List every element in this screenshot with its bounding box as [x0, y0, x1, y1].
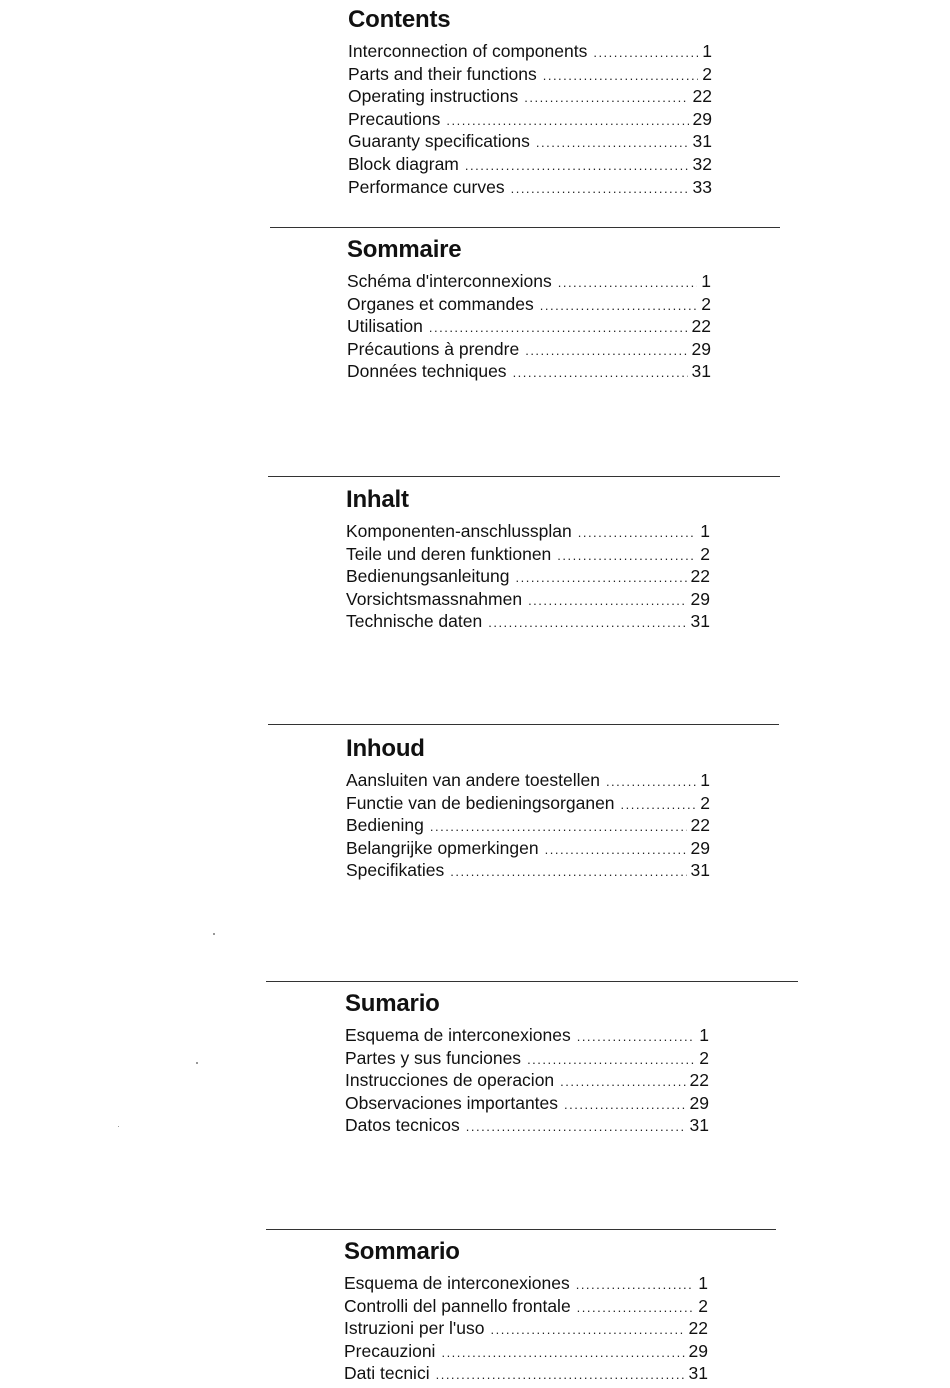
leader-dots	[466, 1116, 686, 1139]
toc-entry	[347, 293, 711, 316]
leader-dots	[593, 42, 698, 65]
toc-entry	[345, 1047, 709, 1070]
toc-entry-page: 29	[690, 837, 710, 858]
toc-entry-label: Parts and their functions	[348, 63, 537, 84]
toc-entry-page: 33	[692, 176, 712, 197]
toc-entry-page: 31	[690, 860, 710, 881]
section-heading: Contents	[348, 6, 451, 33]
toc-entry-page: 29	[688, 1340, 708, 1361]
leader-dots	[540, 295, 698, 318]
toc-entry-label: Block diagram	[348, 153, 459, 174]
toc-entry-page: 1	[698, 1273, 708, 1293]
toc-entry-page: 22	[692, 86, 712, 107]
section-heading: Sumario	[345, 990, 440, 1017]
toc-entry-label: Datos tecnicos	[345, 1115, 460, 1136]
toc-entry	[347, 360, 711, 383]
toc-list	[344, 1272, 708, 1385]
toc-entry-label: Bedienungsanleitung	[346, 566, 510, 587]
toc-entry-page: 32	[692, 153, 712, 174]
toc-list	[347, 270, 711, 383]
section-heading: Inhoud	[346, 735, 425, 762]
toc-entry-label: Partes y sus funciones	[345, 1047, 522, 1068]
toc-entry	[345, 1024, 709, 1047]
toc-entry-page: 1	[701, 271, 711, 291]
leader-dots	[527, 1049, 695, 1072]
toc-entry	[344, 1340, 708, 1363]
toc-entry-page: 31	[691, 361, 711, 382]
toc-entry	[348, 176, 712, 199]
toc-entry-page: 2	[701, 293, 711, 314]
toc-entry-page: 31	[690, 611, 710, 632]
toc-entry-page: 22	[689, 1070, 709, 1091]
toc-entry	[346, 859, 710, 882]
toc-entry-label: Interconnection of components	[348, 41, 588, 61]
toc-entry-label: Performance curves	[348, 176, 505, 197]
leader-dots	[429, 317, 688, 340]
toc-list	[345, 1024, 709, 1137]
leader-dots	[564, 1094, 686, 1117]
leader-dots	[621, 794, 697, 817]
toc-entry-label: Teile und deren funktionen	[346, 543, 552, 564]
toc-entry	[346, 769, 710, 792]
toc-entry-page: 29	[689, 1092, 709, 1113]
section-divider	[270, 227, 780, 228]
leader-dots	[557, 545, 696, 568]
toc-entry-page: 22	[691, 316, 711, 337]
leader-dots	[446, 110, 688, 133]
leader-dots	[558, 272, 698, 295]
toc-entry	[344, 1317, 708, 1340]
toc-entry	[346, 610, 710, 633]
toc-entry	[346, 520, 710, 543]
leader-dots	[545, 839, 687, 862]
toc-section-english	[348, 6, 712, 198]
toc-entry	[346, 565, 710, 588]
toc-section-italian	[344, 1238, 708, 1385]
toc-entry	[344, 1362, 708, 1385]
toc-section-dutch	[346, 735, 710, 882]
toc-entry-label: Precautions	[348, 108, 441, 129]
toc-entry	[348, 85, 712, 108]
toc-entry-page: 22	[690, 566, 710, 587]
toc-entry-page: 1	[700, 521, 710, 541]
toc-entry-label: Précautions à prendre	[347, 338, 520, 359]
toc-entry-label: Operating instructions	[348, 86, 519, 107]
toc-entry-label: Technische daten	[346, 611, 483, 632]
toc-entry	[344, 1272, 708, 1295]
toc-entry-label: Belangrijke opmerkingen	[346, 837, 539, 858]
leader-dots	[513, 362, 688, 385]
leader-dots	[511, 178, 689, 201]
toc-entry	[346, 837, 710, 860]
leader-dots	[491, 1319, 685, 1342]
toc-entry	[348, 40, 712, 63]
toc-entry	[347, 315, 711, 338]
leader-dots	[536, 132, 689, 155]
toc-entry-page: 2	[702, 63, 712, 84]
toc-entry	[345, 1114, 709, 1137]
toc-entry-label: Schéma d'interconnexions	[347, 271, 552, 291]
leader-dots	[441, 1342, 684, 1365]
toc-entry-label: Observaciones importantes	[345, 1092, 559, 1113]
toc-entry-page: 22	[690, 815, 710, 836]
leader-dots	[528, 590, 686, 613]
section-heading: Inhalt	[346, 486, 409, 513]
toc-entry	[344, 1295, 708, 1318]
toc-entry	[348, 108, 712, 131]
leader-dots	[450, 861, 686, 884]
section-divider	[266, 981, 798, 982]
toc-entry	[347, 338, 711, 361]
toc-entry	[347, 270, 711, 293]
toc-entry-label: Données techniques	[347, 361, 507, 382]
section-divider	[266, 1229, 776, 1230]
section-divider	[268, 476, 780, 477]
toc-entry-page: 2	[700, 792, 710, 813]
toc-entry-label: Organes et commandes	[347, 293, 534, 314]
toc-entry-page: 29	[692, 108, 712, 129]
toc-entry-page: 31	[688, 1363, 708, 1384]
toc-entry-page: 31	[692, 131, 712, 152]
toc-entry	[348, 130, 712, 153]
toc-entry-label: Guaranty specifications	[348, 131, 530, 152]
toc-entry-page: 29	[690, 588, 710, 609]
toc-entry-page: 2	[698, 1295, 708, 1316]
toc-entry	[346, 814, 710, 837]
toc-entry-label: Functie van de bedieningsorganen	[346, 792, 615, 813]
leader-dots	[606, 771, 696, 794]
toc-entry-page: 22	[688, 1318, 708, 1339]
toc-entry-page: 2	[699, 1047, 709, 1068]
leader-dots	[515, 567, 686, 590]
toc-entry-label: Esquema de interconexiones	[344, 1273, 570, 1293]
toc-entry-label: Vorsichtsmassnahmen	[346, 588, 523, 609]
leader-dots	[525, 340, 687, 363]
toc-entry-label: Utilisation	[347, 316, 423, 337]
toc-entry-page: 1	[702, 41, 712, 61]
section-divider	[268, 724, 779, 725]
toc-entry-label: Komponenten-anschlussplan	[346, 521, 572, 541]
toc-entry	[346, 792, 710, 815]
leader-dots	[465, 155, 689, 178]
toc-list	[346, 520, 710, 633]
toc-entry-label: Precauzioni	[344, 1340, 436, 1361]
toc-entry-label: Instrucciones de operacion	[345, 1070, 555, 1091]
leader-dots	[576, 1274, 695, 1297]
leader-dots	[577, 1297, 695, 1320]
toc-entry	[345, 1069, 709, 1092]
toc-entry	[345, 1092, 709, 1115]
toc-entry	[346, 588, 710, 611]
toc-section-french	[347, 236, 711, 383]
toc-section-spanish	[345, 990, 709, 1137]
toc-entry-label: Esquema de interconexiones	[345, 1025, 571, 1045]
section-heading: Sommaire	[347, 236, 462, 263]
toc-entry-page: 1	[700, 770, 710, 790]
leader-dots	[543, 65, 699, 88]
leader-dots	[488, 612, 686, 635]
toc-entry-label: Bediening	[346, 815, 424, 836]
toc-entry-page: 29	[691, 338, 711, 359]
leader-dots	[578, 522, 697, 545]
leader-dots	[560, 1071, 685, 1094]
toc-entry	[348, 63, 712, 86]
scan-speck	[118, 1126, 119, 1127]
leader-dots	[430, 816, 687, 839]
toc-section-german	[346, 486, 710, 633]
leader-dots	[577, 1026, 696, 1049]
toc-list	[348, 40, 712, 198]
toc-entry-label: Specifikaties	[346, 860, 445, 881]
toc-entry-label: Istruzioni per l'uso	[344, 1318, 485, 1339]
toc-entry-label: Controlli del pannello frontale	[344, 1295, 571, 1316]
leader-dots	[436, 1364, 685, 1387]
toc-entry	[348, 153, 712, 176]
toc-entry	[346, 543, 710, 566]
toc-entry-page: 2	[700, 543, 710, 564]
scan-speck	[213, 933, 215, 935]
toc-entry-label: Aansluiten van andere toestellen	[346, 770, 600, 790]
toc-entry-page: 31	[689, 1115, 709, 1136]
toc-list	[346, 769, 710, 882]
leader-dots	[524, 87, 688, 110]
scan-speck	[196, 1062, 198, 1064]
section-heading: Sommario	[344, 1238, 460, 1265]
toc-entry-page: 1	[699, 1025, 709, 1045]
toc-entry-label: Dati tecnici	[344, 1363, 430, 1384]
